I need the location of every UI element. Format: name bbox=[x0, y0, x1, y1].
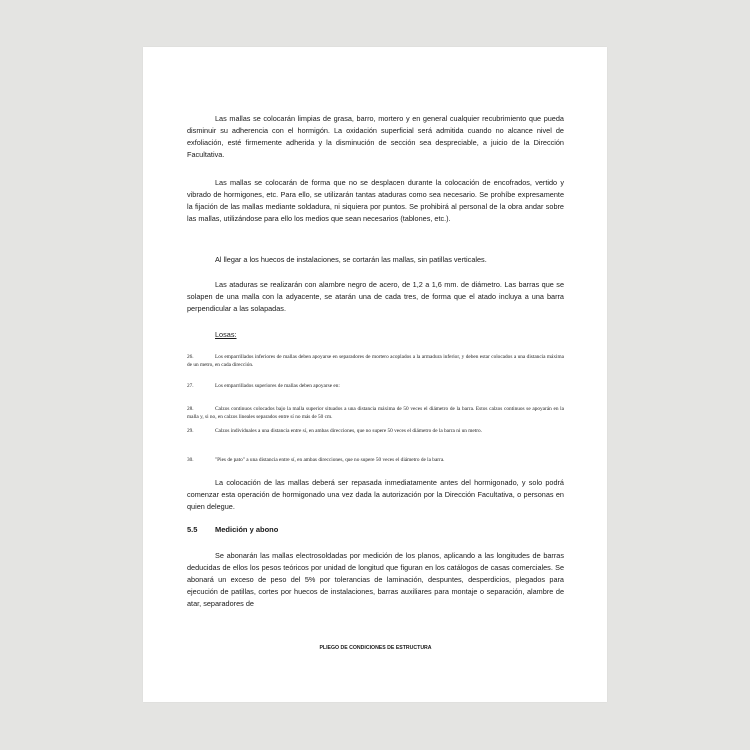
page-footer: PLIEGO DE CONDICIONES DE ESTRUCTURA bbox=[319, 645, 432, 651]
paragraph-placement: Las mallas se colocarán de forma que no se desplacen durante la colocación de encofrados, vertido y vibrado de hormigones, etc. Para ello, se utilizarán tantas ataduras como sea necesario. Se prohíbe expresamente la fijación de las mallas mediante soldadura, ni siquiera por puntos. Se prohibirá al personal de la obra andar sobre las mallas, utilizándose para ello los medios que sean necesarios (tablones, etc.). bbox=[187, 178, 564, 224]
list-item-27 bbox=[187, 383, 564, 391]
item-text: Calzos individuales a una distancia entre sí, en ambas direcciones, que no supere 50 veces el diámetro de la barra ni un metro. bbox=[215, 428, 482, 434]
paragraph-review: La colocación de las mallas deberá ser repasada inmediatamente antes del hormigonado, y solo podrá comenzar esta operación de hormigonado una vez dada la autorización por la Dirección Facultativa, o personas en quien delegue. bbox=[187, 478, 564, 512]
paragraph-ties: Las ataduras se realizarán con alambre negro de acero, de 1,2 a 1,6 mm. de diámetro. Las barras que se solapen de una malla con la adyacente, se atarán una de cada tres, de forma que el atado incluya a una barra perpendicular a las solapadas. bbox=[187, 280, 564, 314]
item-number: 30. bbox=[187, 457, 194, 463]
losas-label: Losas: bbox=[215, 330, 237, 339]
list-item-30 bbox=[187, 457, 564, 465]
item-text: Calzos continuos colocados bajo la malla superior situados a una distancia máxima de 50 veces el diámetro de la barra. Estos calzos continuos se apoyarán en la malla y, si no, en calzos lineales separados entre sí no más de 50 cm. bbox=[187, 406, 564, 420]
section-title: Medición y abono bbox=[215, 525, 279, 534]
section-heading bbox=[187, 525, 278, 534]
section-number: 5.5 bbox=[187, 525, 198, 534]
item-text: Los emparrillados inferiores de mallas deben apoyarse en separadores de mortero acoplados a la armadura inferior, y deben estar colocados a una distancia máxima de un metro, en cada dirección. bbox=[187, 354, 564, 368]
paragraph-holes: Al llegar a los huecos de instalaciones, se cortarán las mallas, sin patillas verticales. bbox=[215, 255, 487, 264]
paragraph-cleaning: Las mallas se colocarán limpias de grasa, barro, mortero y en general cualquier recubrimiento que pueda disminuir su adherencia con el hormigón. La oxidación superficial será admitida cuando no alcance nivel de exfoliación, esté firmemente adherida y la disminución de sección sea despreciable, a juicio de la Dirección Facultativa. bbox=[187, 114, 564, 160]
item-text: Los emparrillados superiores de mallas deben apoyarse en: bbox=[215, 383, 340, 389]
item-text: "Pies de pato" a una distancia entre sí, en ambas direcciones, que no supere 50 veces el diámetro de la barra. bbox=[215, 457, 445, 463]
list-item-28 bbox=[187, 406, 564, 421]
item-number: 26. bbox=[187, 354, 194, 360]
list-item-26 bbox=[187, 354, 564, 369]
paragraph-measurement: Se abonarán las mallas electrosoldadas por medición de los planos, aplicando a las longitudes de barras deducidas de ellos los pesos teóricos por unidad de longitud que figuran en los catálogos de casas comerciales. Se abonará un exceso de peso del 5% por tolerancias de laminación, despuntes, desperdicios, plegados para ejecución de patillas, cortes por huecos de instalaciones, barras auxiliares para montaje o separación, alambre de atar, separadores de bbox=[187, 551, 564, 609]
item-number: 27. bbox=[187, 383, 194, 389]
list-item-29 bbox=[187, 428, 564, 436]
item-number: 28. bbox=[187, 406, 194, 412]
document-page bbox=[143, 47, 607, 702]
item-number: 29. bbox=[187, 428, 194, 434]
